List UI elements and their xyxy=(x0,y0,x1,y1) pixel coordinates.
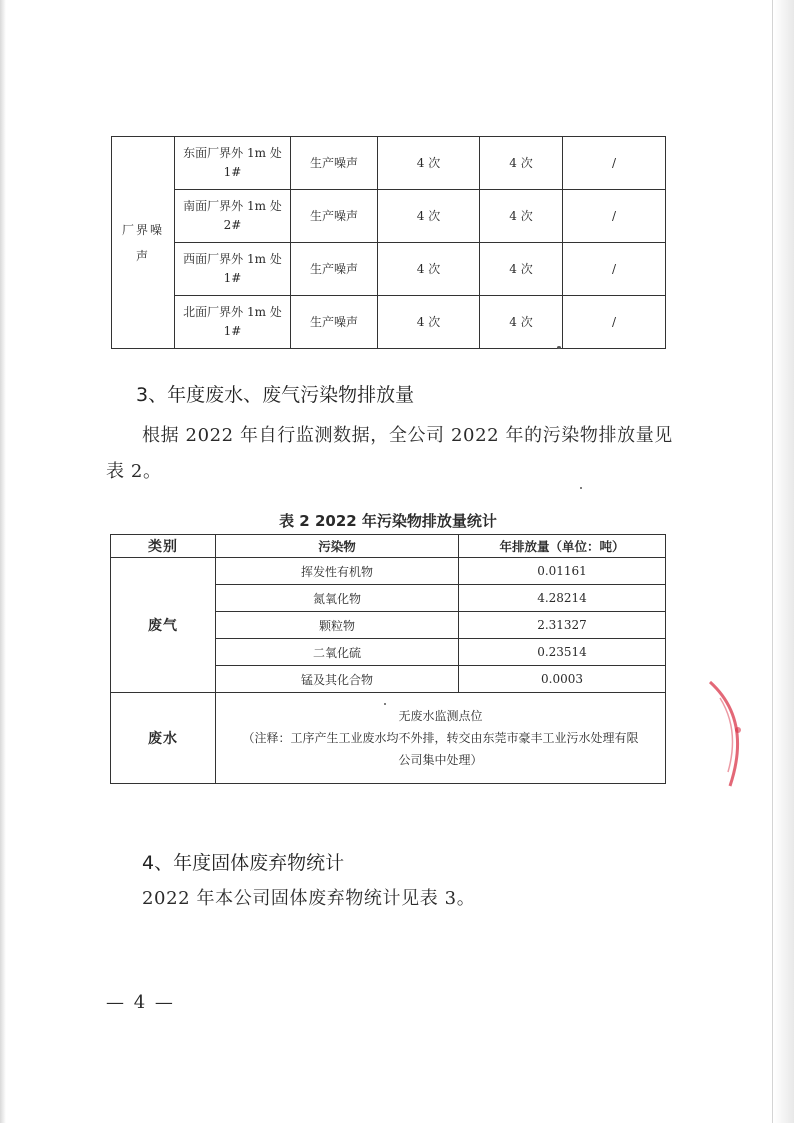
noise-source-cell: 生产噪声 xyxy=(291,137,378,190)
table-row xyxy=(112,190,666,243)
water-note-cell xyxy=(216,693,666,784)
pollutant-cell: 二氧化硫 xyxy=(216,639,459,666)
frequency-cell: 4 次 xyxy=(480,190,563,243)
amount-cell: 4.28214 xyxy=(459,585,666,612)
pollutant-cell: 挥发性有机物 xyxy=(216,558,459,585)
frequency-cell: 4 次 xyxy=(480,137,563,190)
table-row xyxy=(111,693,666,784)
red-seal-fragment xyxy=(700,680,760,790)
note-cell: / xyxy=(563,296,666,349)
table-row xyxy=(112,296,666,349)
noise-category-cell xyxy=(112,137,175,349)
water-note-line: 无废水监测点位 xyxy=(398,709,483,723)
noise-category-label: 厂界噪声 xyxy=(121,222,164,263)
monitor-point-cell: 东面厂界外 1m 处 1# xyxy=(175,137,291,190)
scan-shadow-right xyxy=(774,0,794,1123)
frequency-cell: 4 次 xyxy=(480,296,563,349)
table-row xyxy=(112,137,666,190)
pollutant-cell: 颗粒物 xyxy=(216,612,459,639)
frequency-cell: 4 次 xyxy=(378,243,480,296)
emissions-table xyxy=(110,534,666,784)
section-4-heading: 4、年度固体废弃物统计 xyxy=(142,852,345,874)
frequency-cell: 4 次 xyxy=(378,137,480,190)
gas-category-cell: 废气 xyxy=(111,558,216,693)
table-row xyxy=(111,558,666,585)
water-note-line: 公司集中处理） xyxy=(398,753,483,767)
noise-source-cell: 生产噪声 xyxy=(291,190,378,243)
amount-cell: 0.0003 xyxy=(459,666,666,693)
section-4-paragraph: 2022 年本公司固体废弃物统计见表 3。 xyxy=(142,888,476,909)
water-category-cell: 废水 xyxy=(111,693,216,784)
monitor-point-cell: 南面厂界外 1m 处 2# xyxy=(175,190,291,243)
header-category: 类别 xyxy=(111,535,216,558)
scan-shadow-left xyxy=(0,0,6,1123)
pollutant-cell: 锰及其化合物 xyxy=(216,666,459,693)
monitor-point-cell: 北面厂界外 1m 处 1# xyxy=(175,296,291,349)
section-3-paragraph: 根据 2022 年自行监测数据，全公司 2022 年的污染物排放量见表 2。 xyxy=(106,425,673,482)
frequency-cell: 4 次 xyxy=(480,243,563,296)
table-header-row xyxy=(111,535,666,558)
pollutant-cell: 氮氧化物 xyxy=(216,585,459,612)
noise-source-cell: 生产噪声 xyxy=(291,296,378,349)
page-number: — 4 — xyxy=(106,992,175,1013)
scan-fold-line xyxy=(772,0,773,1123)
frequency-cell: 4 次 xyxy=(378,296,480,349)
scan-speck xyxy=(580,487,582,489)
scan-speck xyxy=(557,346,561,349)
monitor-point-cell: 西面厂界外 1m 处 1# xyxy=(175,243,291,296)
header-amount: 年排放量（单位：吨） xyxy=(459,535,666,558)
section-3-heading: 3、年度废水、废气污染物排放量 xyxy=(136,384,415,406)
table-2-caption: 表 2 2022 年污染物排放量统计 xyxy=(279,512,497,530)
water-note-line: （注释：工序产生工业废水均不外排，转交由东莞市豪丰工业污水处理有限 xyxy=(242,731,639,745)
frequency-cell: 4 次 xyxy=(378,190,480,243)
note-cell: / xyxy=(563,243,666,296)
amount-cell: 0.23514 xyxy=(459,639,666,666)
noise-monitoring-table xyxy=(111,136,666,349)
amount-cell: 0.01161 xyxy=(459,558,666,585)
noise-source-cell: 生产噪声 xyxy=(291,243,378,296)
table-row xyxy=(112,243,666,296)
scan-speck xyxy=(384,703,386,705)
note-cell: / xyxy=(563,137,666,190)
header-pollutant: 污染物 xyxy=(216,535,459,558)
amount-cell: 2.31327 xyxy=(459,612,666,639)
note-cell: / xyxy=(563,190,666,243)
